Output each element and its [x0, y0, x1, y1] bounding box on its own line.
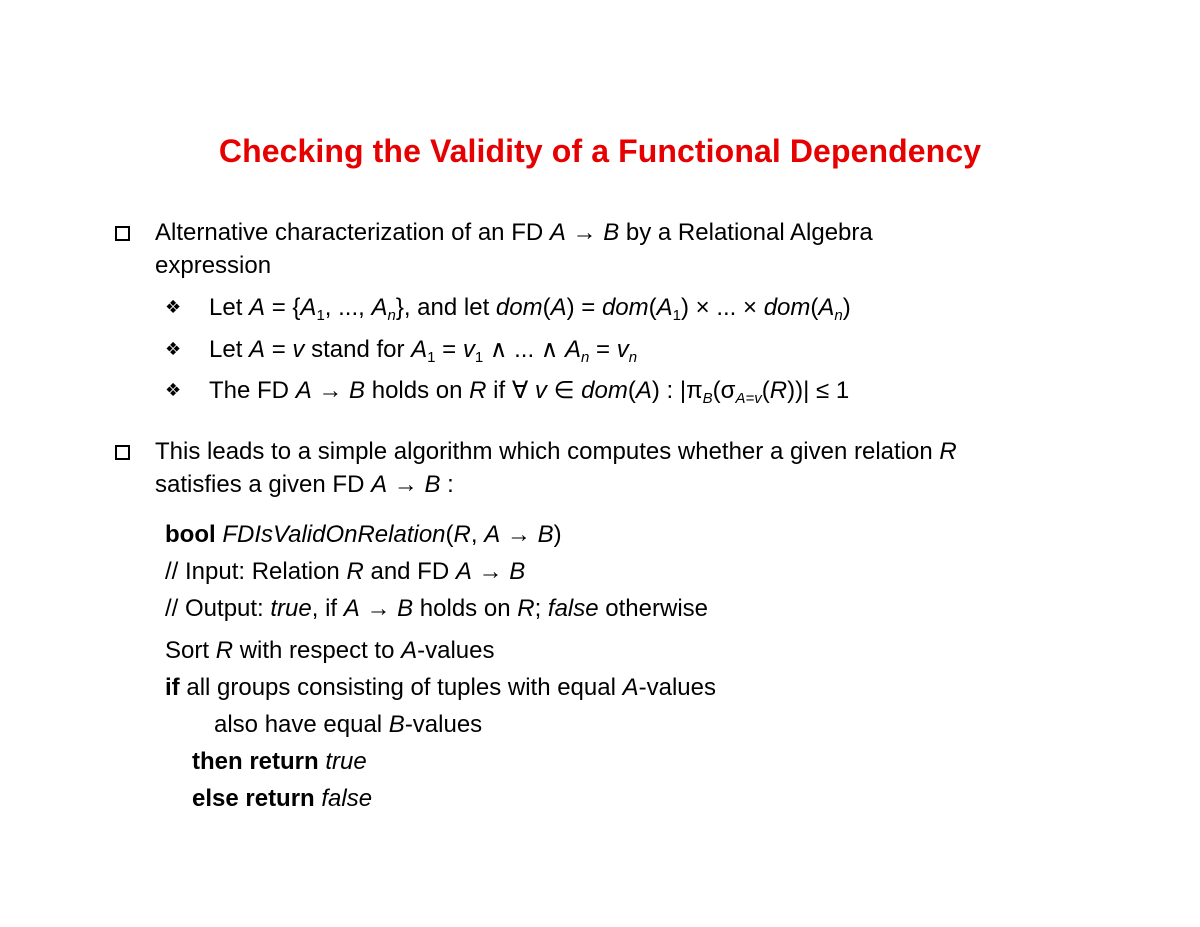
t: -values: [404, 711, 483, 738]
t: // Input: Relation: [165, 558, 347, 585]
v: A: [550, 294, 567, 321]
var: B: [603, 219, 620, 246]
t: ) : |π: [651, 377, 703, 404]
text: Alternative characterization of an FD: [155, 219, 550, 246]
v: dom: [495, 294, 543, 321]
t: Let: [209, 336, 250, 363]
t: =: [265, 336, 293, 363]
v: true: [325, 748, 367, 775]
v: A: [455, 558, 472, 585]
t: ) × ... ×: [681, 294, 764, 321]
t: holds on: [365, 377, 470, 404]
t: →: [387, 471, 425, 498]
sub-bullet-3: [209, 376, 849, 406]
t: }, and let: [395, 294, 496, 321]
t: if ∀: [486, 377, 535, 404]
v: R: [469, 377, 487, 404]
var: A: [549, 219, 566, 246]
t: -values: [417, 637, 495, 664]
v: A: [371, 471, 388, 498]
v: A: [371, 294, 388, 321]
kw: bool: [165, 521, 216, 548]
s: 1: [474, 349, 484, 366]
s: 1: [672, 307, 681, 324]
v: A: [565, 336, 582, 363]
v: B: [424, 471, 441, 498]
v: B: [388, 711, 405, 738]
t: ): [553, 521, 562, 548]
algo-line-2: [165, 557, 525, 587]
algo-line-4: [165, 636, 495, 666]
fn: FDIsValidOnRelation: [215, 521, 446, 548]
t: Sort: [165, 637, 216, 664]
t: , if: [311, 595, 344, 622]
algo-line-1: [165, 520, 562, 550]
square-bullet-icon: [115, 445, 130, 460]
t: holds on: [413, 595, 518, 622]
t: ;: [534, 595, 548, 622]
v: v: [462, 336, 475, 363]
v: B: [509, 558, 526, 585]
v: false: [547, 595, 599, 622]
t: ,: [470, 521, 485, 548]
t: ): [842, 294, 851, 321]
t: (: [445, 521, 454, 548]
s: A=v: [735, 390, 762, 407]
v: R: [517, 595, 535, 622]
kw: else return: [192, 785, 315, 812]
bullet-1-line-1: [155, 218, 873, 248]
t: otherwise: [598, 595, 708, 622]
v: A: [411, 336, 428, 363]
v: A: [249, 294, 266, 321]
s: n: [628, 349, 638, 366]
t: satisfies a given FD: [155, 471, 372, 498]
t: -values: [638, 674, 716, 701]
v: A: [656, 294, 673, 321]
t: →: [471, 558, 510, 585]
v: false: [321, 785, 373, 812]
arrow: →: [565, 219, 604, 246]
t: →: [311, 377, 350, 404]
t: (: [627, 377, 636, 404]
v: v: [616, 336, 629, 363]
v: true: [270, 595, 312, 622]
bullet-1-line-2: expression: [155, 252, 272, 279]
v: A: [249, 336, 266, 363]
v: dom: [581, 377, 628, 404]
t: (σ: [712, 377, 736, 404]
s: 1: [427, 349, 436, 366]
s: 1: [316, 307, 325, 324]
kw: then return: [192, 748, 319, 775]
v: R: [769, 377, 788, 404]
v: A: [295, 377, 312, 404]
kw: if: [165, 674, 180, 701]
diamond-bullet-icon: ❖: [165, 339, 182, 360]
v: B: [537, 521, 554, 548]
v: R: [215, 637, 234, 664]
t: =: [435, 336, 463, 363]
s: B: [702, 390, 713, 407]
t: Let: [209, 294, 250, 321]
t: (: [810, 294, 819, 321]
t: →: [500, 521, 538, 548]
t: =: [589, 336, 617, 363]
v: dom: [601, 294, 649, 321]
t: :: [440, 471, 454, 498]
algo-line-6: [214, 710, 482, 740]
t: with respect to: [233, 637, 402, 664]
v: A: [635, 377, 652, 404]
t: (: [648, 294, 657, 321]
v: A: [343, 595, 360, 622]
t: ) =: [566, 294, 602, 321]
v: A: [818, 294, 835, 321]
diamond-bullet-icon: ❖: [165, 297, 182, 318]
v: v: [534, 377, 547, 404]
s: n: [581, 349, 590, 366]
text: by a Relational Algebra: [619, 219, 873, 246]
t: →: [359, 595, 398, 622]
v: A: [622, 674, 639, 701]
t: ))| ≤ 1: [787, 377, 850, 404]
slide-title: Checking the Validity of a Functional Dependency: [218, 133, 982, 169]
t: stand for: [304, 336, 412, 363]
t: all groups consisting of tuples with equal: [179, 674, 623, 701]
t: ∧ ... ∧: [483, 336, 566, 363]
diamond-bullet-icon: ❖: [165, 380, 182, 401]
t: also have equal: [214, 711, 389, 738]
algo-line-3: [165, 594, 708, 624]
t: (: [761, 377, 770, 404]
v: R: [453, 521, 471, 548]
algo-line-7: [192, 747, 367, 777]
v: B: [397, 595, 414, 622]
v: R: [939, 438, 957, 465]
t: This leads to a simple algorithm which computes whether a given relation: [155, 438, 940, 465]
v: R: [346, 558, 364, 585]
s: n: [387, 307, 396, 324]
t: and FD: [363, 558, 456, 585]
bullet-2-line-1: [155, 437, 957, 467]
t: (: [542, 294, 551, 321]
t: // Output:: [165, 595, 271, 622]
square-bullet-icon: [115, 226, 130, 241]
sub-bullet-1: [209, 293, 851, 323]
v: dom: [763, 294, 811, 321]
algo-line-5: [165, 673, 716, 703]
t: = {: [265, 294, 301, 321]
t: , ...,: [324, 294, 372, 321]
t: ∈: [546, 377, 582, 404]
v: A: [401, 637, 418, 664]
v: A: [484, 521, 501, 548]
bullet-2-line-2: [155, 470, 454, 500]
v: v: [292, 336, 305, 363]
s: n: [834, 307, 843, 324]
sub-bullet-2: [209, 335, 637, 365]
v: B: [349, 377, 366, 404]
t: The FD: [209, 377, 296, 404]
v: A: [300, 294, 317, 321]
algo-line-8: [192, 784, 372, 814]
